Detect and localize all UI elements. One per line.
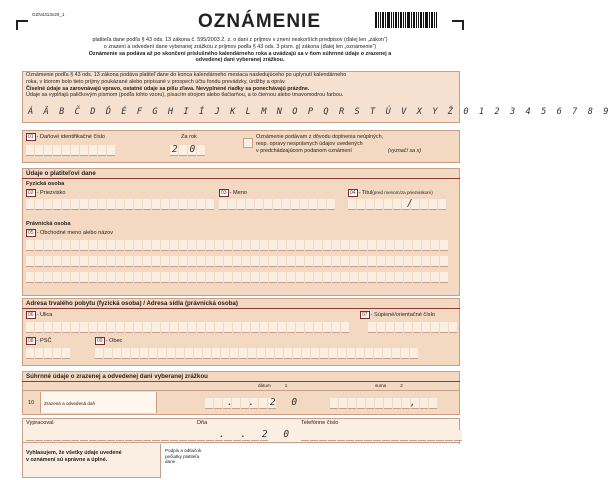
company-input-row-3[interactable] — [26, 272, 448, 283]
correction-hint: (vyznačí sa x) — [387, 147, 422, 154]
house-number-label — [360, 311, 435, 319]
dic-label — [26, 133, 105, 141]
correction-line-1: Oznámenie podávam z dôvodu doplnenia neúplných, — [256, 134, 384, 140]
field-number: 09 — [97, 338, 103, 344]
city-input[interactable] — [95, 348, 418, 359]
name-label — [219, 189, 247, 197]
divider — [22, 442, 460, 443]
degree-hint: (pred menom/za priezviskom) — [372, 190, 433, 195]
signature-line-1: Podpis a odtlačok — [165, 448, 202, 453]
date-column-header — [258, 383, 287, 389]
row-10-number: 10 — [28, 400, 35, 406]
signature-box[interactable] — [160, 444, 461, 478]
barcode — [375, 12, 438, 28]
field-number: 03 — [221, 190, 227, 196]
instruction-line-1: Oznámenie podľa § 43 ods. 13 zákona podáva platiteľ dane do konca kalendárneho mesiaca nasledujúceho po uplynutí kalendárneho — [26, 72, 347, 78]
row-10-date-prefix: . . 2 0 — [227, 397, 303, 408]
field-number: 05 — [28, 230, 34, 236]
filled-by-input[interactable] — [26, 430, 205, 441]
subtitle — [20, 37, 460, 64]
instruction-line-3: Číselné údaje sa zarovnávajú vpravo, ostatné údaje sa píšu zľava. Nevyplnené riadky sa ponechávajú prázdne. — [26, 85, 310, 92]
signature-line-3: dane — [165, 459, 176, 465]
name-label-text: - Meno — [229, 190, 247, 196]
sum-column-header — [375, 383, 403, 389]
legal-person-header: Právnická osoba — [26, 221, 71, 227]
city-label — [95, 337, 122, 345]
phone-label: Telefónne číslo — [301, 420, 339, 426]
filled-by-label: Vypracoval — [26, 420, 54, 426]
dic-label-text: - Daňové identifikačné číslo — [36, 134, 105, 140]
date-column-number: 1 — [284, 383, 288, 388]
instruction-line-2: roka, v ktorom bolo tieto príjmy poukázané alebo pripísané v prospech účtu fondu prevádzky, úrdžby a opráv. — [26, 78, 286, 85]
company-input-row-2[interactable] — [26, 256, 448, 267]
correction-text — [256, 134, 456, 154]
instructions-text — [26, 72, 458, 99]
street-label — [26, 311, 52, 319]
field-number: 01 — [28, 134, 34, 140]
phone-input[interactable] — [301, 430, 462, 441]
declaration — [26, 450, 156, 464]
date-header-text: dátum — [258, 383, 271, 388]
address-section-title: Adresa trvalého pobytu (fyzická osoba) / Adresa sídla (právnická osoba) — [26, 300, 238, 307]
divider — [22, 381, 460, 382]
sum-header-text: suma — [375, 383, 387, 388]
form-code: GZN4313v20_1 — [32, 12, 65, 17]
declaration-line-2: v oznámení sú správne a úplné. — [26, 456, 108, 463]
summary-section-title: Súhrnné údaje o zrazenej a odvedenej dani vyberanej zrážkou — [26, 373, 208, 380]
subtitle-line-1: platiteľa dane podľa § 43 ods. 13 zákona č. 595/2003 Z. z. o dani z príjmov v znení neskorších predpisov (ďalej len „zákon“) — [92, 37, 388, 43]
correction-line-3 — [256, 148, 456, 155]
correction-line-2: resp. opravy nesprávnych údajov uvedených — [256, 140, 363, 147]
degree-input[interactable] — [348, 199, 446, 210]
surname-label-text: - Priezvisko — [36, 190, 66, 196]
corner-mark-top-left — [16, 20, 28, 30]
divider — [22, 178, 460, 179]
corner-mark-top-right — [452, 20, 464, 30]
field-number: 02 — [28, 190, 34, 196]
year-prefix: 2 0 — [172, 144, 199, 155]
row-10-decimal-comma: , — [410, 397, 419, 408]
surname-label — [26, 189, 65, 197]
za-rok-label: Za rok — [181, 134, 197, 140]
field-number: 07 — [362, 312, 368, 318]
field-number: 06 — [28, 312, 34, 318]
city-label-text: - Obec — [105, 338, 123, 344]
subtitle-line-3: Oznámenie sa podáva až po skončení príslušného kalendárneho roka a uvádzajú sa v ňom súhrnné údaje o zrazenej a — [88, 50, 392, 57]
surname-input[interactable] — [26, 199, 214, 210]
zip-label-text: - PSČ — [36, 338, 52, 344]
degree-label-text: - Titul — [358, 190, 373, 196]
street-label-text: - Ulica — [36, 312, 53, 318]
field-number: 04 — [350, 190, 356, 196]
signature-label — [165, 448, 201, 465]
degree-label — [348, 189, 433, 197]
row-10-amount-input[interactable] — [330, 398, 437, 409]
zip-input[interactable] — [26, 348, 70, 359]
zip-label — [26, 337, 51, 345]
correction-checkbox[interactable] — [243, 138, 253, 148]
company-label — [26, 229, 113, 237]
degree-separator: / — [407, 198, 416, 209]
company-label-text: - Obchodné meno alebo názov — [36, 230, 114, 236]
row-10-label-overlay: Zrazená a odvedená daň — [44, 401, 96, 406]
house-number-label-text: - Súpisné/orientačné číslo — [370, 312, 435, 318]
sample-alphabet: Á Ä B Č D Ď É F G H I Í J K L M N O P Q R S T Ú V X Y Ž 0 1 2 3 4 5 6 7 8 9 — [28, 107, 611, 117]
natural-person-header: Fyzická osoba — [26, 181, 65, 187]
payer-section-title: Údaje o platiteľovi dane — [26, 170, 96, 177]
instruction-line-4: Údaje sa vypĺňajú paličkovým písmom (podľa tohto vzoru), písacím strojom alebo tlačiarňou, a to čiernou alebo tmavomodrou farbou. — [26, 92, 344, 99]
day-prefix: . . 2 0 — [219, 429, 295, 440]
sum-column-number: 2 — [400, 383, 403, 388]
house-number-input[interactable] — [368, 322, 457, 333]
page-title: OZNÁMENIE — [198, 11, 321, 32]
street-input[interactable] — [26, 322, 349, 333]
dic-input[interactable] — [26, 145, 115, 156]
field-number: 08 — [28, 338, 34, 344]
company-input-row-1[interactable] — [26, 240, 448, 251]
subtitle-line-4: odvedenej dani vyberanej zrážkou. — [195, 57, 285, 64]
divider — [22, 390, 460, 391]
day-label: Dňa — [197, 420, 208, 426]
declaration-line-1: Vyhlasujem, že všetky údaje uvedené — [26, 450, 122, 456]
correction-line-3-text: v predchádzajúcom podanom oznámení — [256, 147, 352, 154]
name-input[interactable] — [219, 199, 335, 210]
divider — [22, 308, 460, 309]
signature-line-2: pečiatky platiteľa — [165, 453, 200, 459]
subtitle-line-2: o zrazení a odvedení dane vyberanej zrážkou z príjmov podľa § 43 ods. 3 písm. g) zákona (ďalej len „oznámenie“) — [103, 43, 377, 50]
